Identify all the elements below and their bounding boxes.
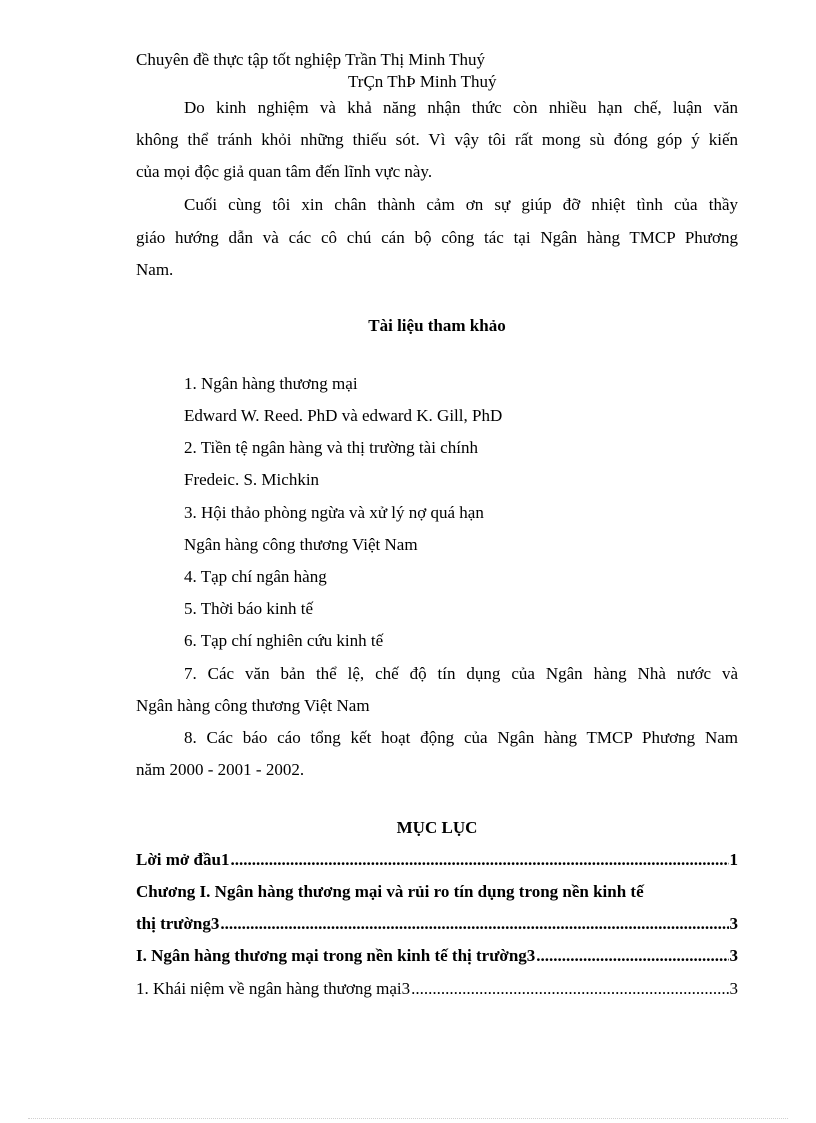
toc-leader	[230, 850, 728, 870]
reference-item-8-line-2: năm 2000 - 2001 - 2002.	[136, 760, 305, 779]
paragraph-2-line-1: Cuối cùng tôi xin chân thành cảm ơn sự giúp đỡ nhiệt tình của thầy	[184, 195, 738, 214]
toc-entry-title: Lời mở đầu1	[136, 850, 230, 869]
reference-item: Edward W. Reed. PhD và edward K. Gill, PhD	[184, 406, 503, 425]
reference-item: 1. Ngân hàng thương mại	[184, 374, 358, 393]
reference-item: Fredeic. S. Michkin	[184, 470, 320, 489]
page-bottom-divider	[28, 1118, 788, 1119]
paragraph-2-line-3: Nam.	[136, 260, 174, 279]
toc-leader	[536, 946, 728, 966]
references-heading: Tài liệu tham khảo	[368, 316, 506, 335]
toc-entry[interactable]	[136, 979, 738, 999]
reference-item: 6. Tạp chí nghiên cứu kinh tế	[184, 631, 384, 650]
toc-entry[interactable]	[136, 914, 738, 934]
paragraph-2-line-2: giáo hướng dẫn và các cô chú cán bộ công tác tại Ngân hàng TMCP Phương	[136, 228, 738, 247]
toc-entry[interactable]	[136, 946, 738, 966]
reference-item-7-line-1: 7. Các văn bản thể lệ, chế độ tín dụng của Ngân hàng Nhà nước và	[184, 664, 738, 683]
toc-leader	[220, 914, 728, 934]
paragraph-1-line-1: Do kinh nghiệm và khả năng nhận thức còn nhiều hạn chế, luận văn	[184, 98, 738, 117]
toc-entry-page: 3	[729, 914, 738, 933]
toc-entry-page: 3	[729, 979, 738, 998]
toc-entry-page: 3	[729, 946, 738, 965]
reference-item-7-line-2: Ngân hàng công thương Việt Nam	[136, 696, 370, 715]
toc-entry-title: 1. Khái niệm về ngân hàng thương mại3	[136, 979, 411, 998]
paragraph-1-line-3: của mọi độc giả quan tâm đến lĩnh vực này.	[136, 162, 433, 181]
paragraph-1-line-2: không thể tránh khỏi những thiếu sót. Vì vậy tôi rất mong sù đóng góp ý kiến	[136, 130, 738, 149]
reference-item: 5. Thời báo kinh tế	[184, 599, 314, 618]
toc-entry[interactable]	[136, 850, 738, 870]
reference-item: 2. Tiền tệ ngân hàng và thị trường tài chính	[184, 438, 478, 457]
reference-item: 3. Hội thảo phòng ngừa và xử lý nợ quá hạn	[184, 503, 484, 522]
running-header: Chuyên đề thực tập tốt nghiệp Trần Thị Minh Thuý	[136, 50, 486, 69]
reference-item: 4. Tạp chí ngân hàng	[184, 567, 327, 586]
toc-entry[interactable]: Chương I. Ngân hàng thương mại và rủi ro tín dụng trong nền kinh tế	[136, 882, 644, 901]
author-name: TrÇn ThÞ Minh Thuý	[348, 72, 497, 91]
reference-item-8-line-1: 8. Các báo cáo tổng kết hoạt động của Ngân hàng TMCP Phương Nam	[184, 728, 738, 747]
toc-heading: MỤC LỤC	[396, 818, 478, 837]
toc-entry-page: 1	[729, 850, 738, 869]
toc-entry-title: thị trường3	[136, 914, 220, 933]
toc-leader	[411, 979, 728, 999]
reference-item: Ngân hàng công thương Việt Nam	[184, 535, 418, 554]
toc-entry-title: I. Ngân hàng thương mại trong nền kinh tế thị trường3	[136, 946, 536, 965]
